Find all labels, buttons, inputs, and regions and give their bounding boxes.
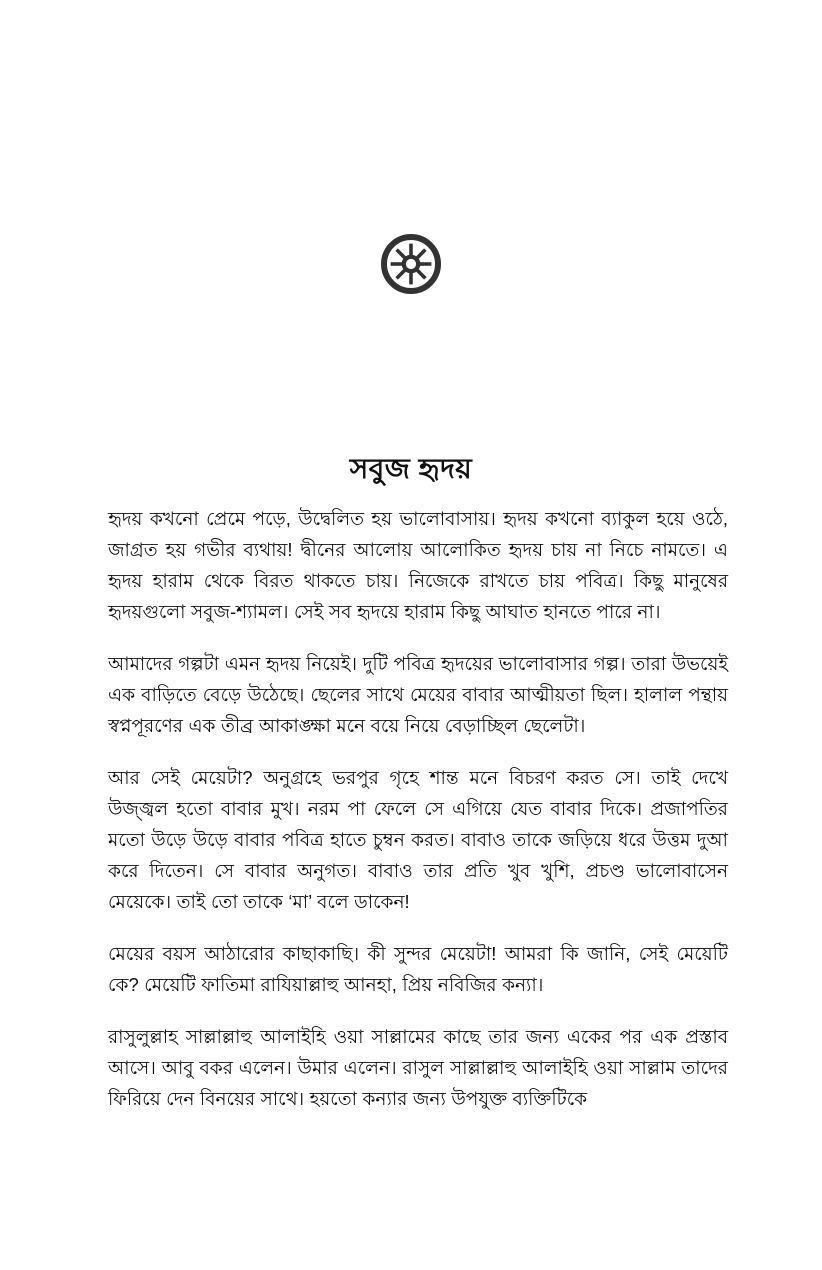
paragraph: মেয়ের বয়স আঠারোর কাছাকাছি। কী সুন্দর মেয়েটা! আমরা কি জানি, সেই মেয়েটি কে? মেয়েটি ফাতিমা রাযিয়াল্লাহু আনহা, প্রিয় নবিজির কন্যা। — [108, 943, 728, 995]
paragraph: আর সেই মেয়েটা? অনুগ্রহে ভরপুর গৃহে শান্ত মনে বিচরণ করত সে। তাই দেখে উজ্জ্বল হতো বাবার মুখ। নরম পা ফেলে সে এগিয়ে যেত বাবার দিকে। প্রজাপতির মতো উড়ে উড়ে বাবার পবিত্র হাতে চুম্বন করত। বাবাও তাকে জড়িয়ে ধরে উত্তম দুআ করে দিতেন। সে বাবার অনুগত। বাবাও তার প্রতি খুব খুশি, প্রচণ্ড ভালোবাসেন মেয়েকে। তাই তো তাকে ‘মা’ বলে ডাকেন! — [108, 767, 728, 912]
body-text-column — [108, 503, 728, 1114]
chapter-title: সবুজ হৃদয় — [349, 452, 473, 484]
rosette-wheel-icon — [381, 234, 441, 294]
paragraph: রাসুলুল্লাহ সাল্লাল্লাহু আলাইহি ওয়া সাল্লামের কাছে তার জন্য একের পর এক প্রস্তাব আসে। আবু বকর এলেন। উমার এলেন। রাসুল সাল্লাল্লাহু আলাইহি ওয়া সাল্লাম তাদের ফিরিয়ে দেন বিনয়ের সাথে। হয়তো কন্যার জন্য উপযুক্ত ব্যক্তিটিকে — [108, 1026, 728, 1109]
chapter-ornament — [0, 233, 822, 295]
paragraph: হৃদয় কখনো প্রেমে পড়ে, উদ্বেলিত হয় ভালোবাসায়। হৃদয় কখনো ব্যাকুল হয়ে ওঠে, জাগ্রত হয় গভীর ব্যথায়! দ্বীনের আলোয় আলোকিত হৃদয় চায় না নিচে নামতে। এ হৃদয় হারাম থেকে বিরত থাকতে চায়। নিজেকে রাখতে চায় পবিত্র। কিছু মানুষের হৃদয়গুলো সবুজ-শ্যামল। সেই সব হৃদয়ে হারাম কিছু আঘাত হানতে পারে না। — [108, 508, 728, 622]
paragraph: আমাদের গল্পটা এমন হৃদয় নিয়েই। দুটি পবিত্র হৃদয়ের ভালোবাসার গল্প। তারা উভয়েই এক বাড়িতে বেড়ে উঠেছে। ছেলের সাথে মেয়ের বাবার আত্মীয়তা ছিল। হালাল পন্থায় স্বপ্নপূরণের এক তীব্র আকাঙ্ক্ষা মনে বয়ে নিয়ে বেড়াচ্ছিল ছেলেটা। — [108, 653, 728, 736]
